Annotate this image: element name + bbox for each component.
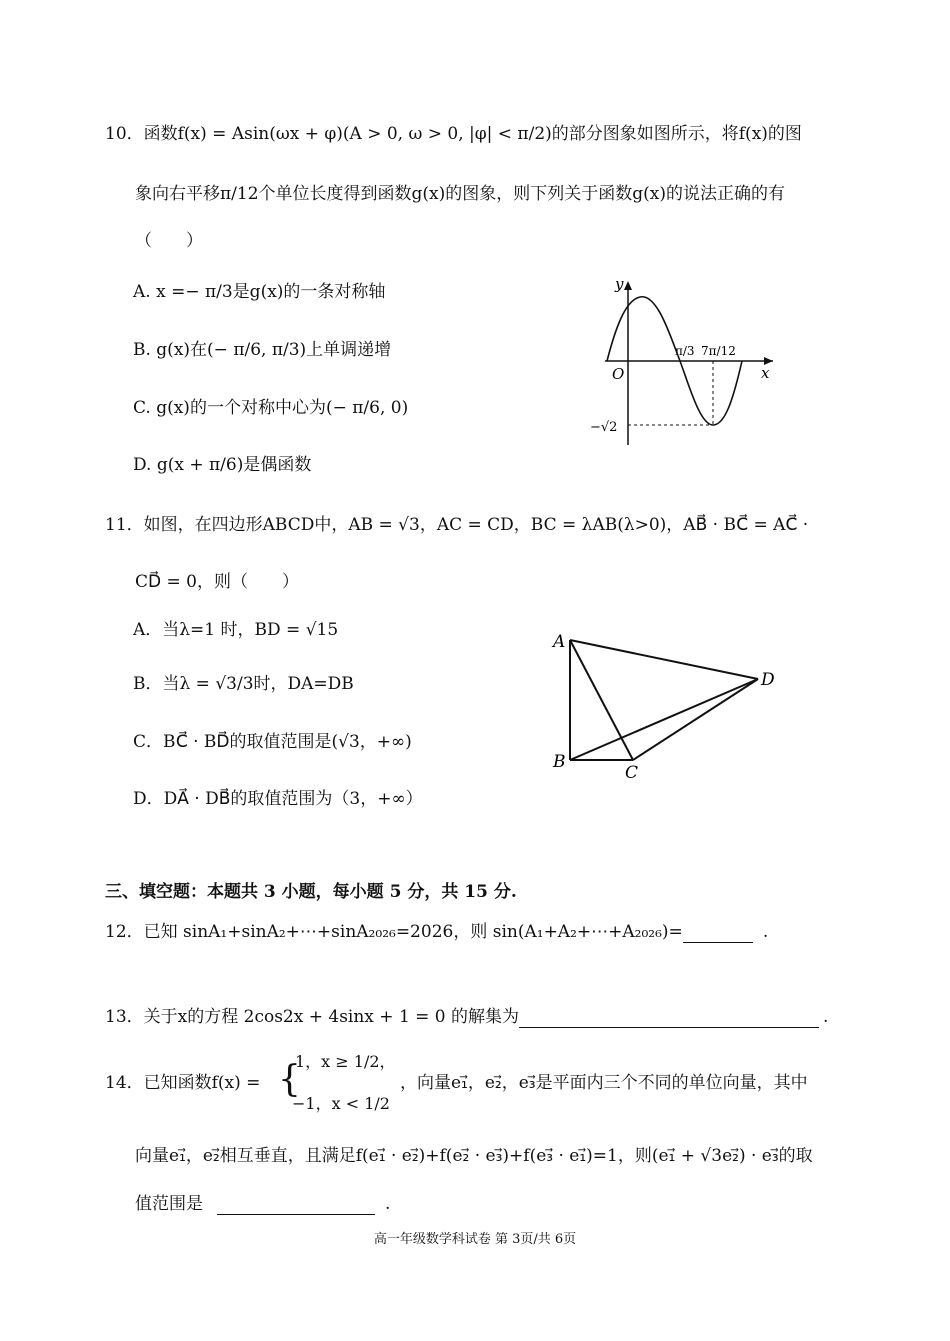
q13-answer-blank[interactable] <box>519 1011 819 1028</box>
q11-option-b: B．当λ = √3/3时，DA=DB <box>133 674 354 694</box>
segment-bd <box>570 679 758 760</box>
q14-answer-blank[interactable] <box>217 1198 375 1215</box>
q11-line1: 11．如图，在四边形ABCD中，AB = √3，AC = CD，BC = λAB(λ>0)，AB⃗ · BC⃗ = AC⃗ · <box>105 515 809 535</box>
q14-line3-text: 值范围是 <box>135 1194 203 1214</box>
label-a: A <box>553 632 566 652</box>
graph-origin-label: O <box>612 365 625 383</box>
q11-line2: CD⃗ = 0，则（ ） <box>135 572 299 592</box>
q13-text: 13．关于x的方程 2cos2x + 4sinx + 1 = 0 的解集为 <box>105 1007 520 1027</box>
label-c: C <box>625 763 639 783</box>
label-d: D <box>761 670 775 690</box>
graph-tick-7pi12: 7π/12 <box>701 344 736 358</box>
q14-end: . <box>385 1194 391 1214</box>
q14-line3 <box>135 1193 390 1215</box>
graph-tick-pi3: π/3 <box>675 344 695 358</box>
q10-line2: 象向右平移π/12个单位长度得到函数g(x)的图象，则下列关于函数g(x)的说法正确的有 <box>135 184 785 204</box>
q13-line <box>105 1006 828 1028</box>
q13-end: . <box>823 1007 829 1027</box>
q14-case2: −1，x < 1/2 <box>292 1094 390 1113</box>
graph-neg-sqrt2: −√2 <box>590 420 618 435</box>
q11-option-a: A．当λ=1 时，BD = √15 <box>133 620 339 640</box>
segment-ad <box>570 640 758 679</box>
q12-end: . <box>762 922 769 942</box>
q14-brace: { <box>278 1059 301 1100</box>
label-b: B <box>553 752 566 772</box>
section-3-heading: 三、填空题：本题共 3 小题，每小题 5 分，共 15 分. <box>105 882 517 902</box>
q10-option-a: A. x =− π/3是g(x)的一条对称轴 <box>133 282 386 302</box>
segment-cd <box>633 679 758 760</box>
q10-option-c: C. g(x)的一个对称中心为(− π/6, 0) <box>133 398 409 418</box>
q14-case1: 1，x ≥ 1/2， <box>295 1052 396 1071</box>
segment-ac <box>570 640 633 760</box>
graph-y-label: y <box>615 275 624 293</box>
q10-option-d: D. g(x + π/6)是偶函数 <box>133 455 312 475</box>
q12-line <box>105 921 768 943</box>
q10-option-b: B. g(x)在(− π/6, π/3)上单调递增 <box>133 340 392 360</box>
q14-line1-rest: ，向量e₁⃗，e₂⃗，e₃⃗是平面内三个不同的单位向量，其中 <box>400 1073 808 1093</box>
q11-option-d: D．DA⃗ · DB⃗的取值范围为（3，+∞） <box>133 789 423 809</box>
q11-quadrilateral-figure <box>545 625 790 785</box>
page-footer: 高一年级数学科试卷 第 3页/共 6页 <box>373 1232 577 1247</box>
y-axis-arrow <box>624 281 632 290</box>
q12-text: 12．已知 sinA₁+sinA₂+⋯+sinA₂₀₂₆=2026，则 sin(A₁+A₂+⋯+A₂₀₂₆)= <box>105 922 683 942</box>
q11-option-c: C．BC⃗ · BD⃗的取值范围是(√3，+∞) <box>133 732 412 752</box>
q14-line2: 向量e₁⃗，e₂⃗相互垂直，且满足f(e₁⃗ · e₂⃗)+f(e₂⃗ · e₃⃗)+f(e₃⃗ · e₁⃗)=1，则(e₁⃗ + √3e₂⃗) · e₃⃗的取 <box>135 1146 813 1166</box>
q10-line1: 10．函数f(x) = Asin(ωx + φ)(A > 0, ω > 0, |φ| < π/2)的部分图象如图所示，将f(x)的图 <box>105 124 802 144</box>
q10-line3: （ ） <box>135 231 203 251</box>
graph-x-label: x <box>761 364 770 382</box>
q10-sine-graph <box>585 275 785 450</box>
q12-answer-blank[interactable] <box>683 926 753 943</box>
q14-prefix: 14．已知函数f(x) = <box>105 1073 261 1093</box>
